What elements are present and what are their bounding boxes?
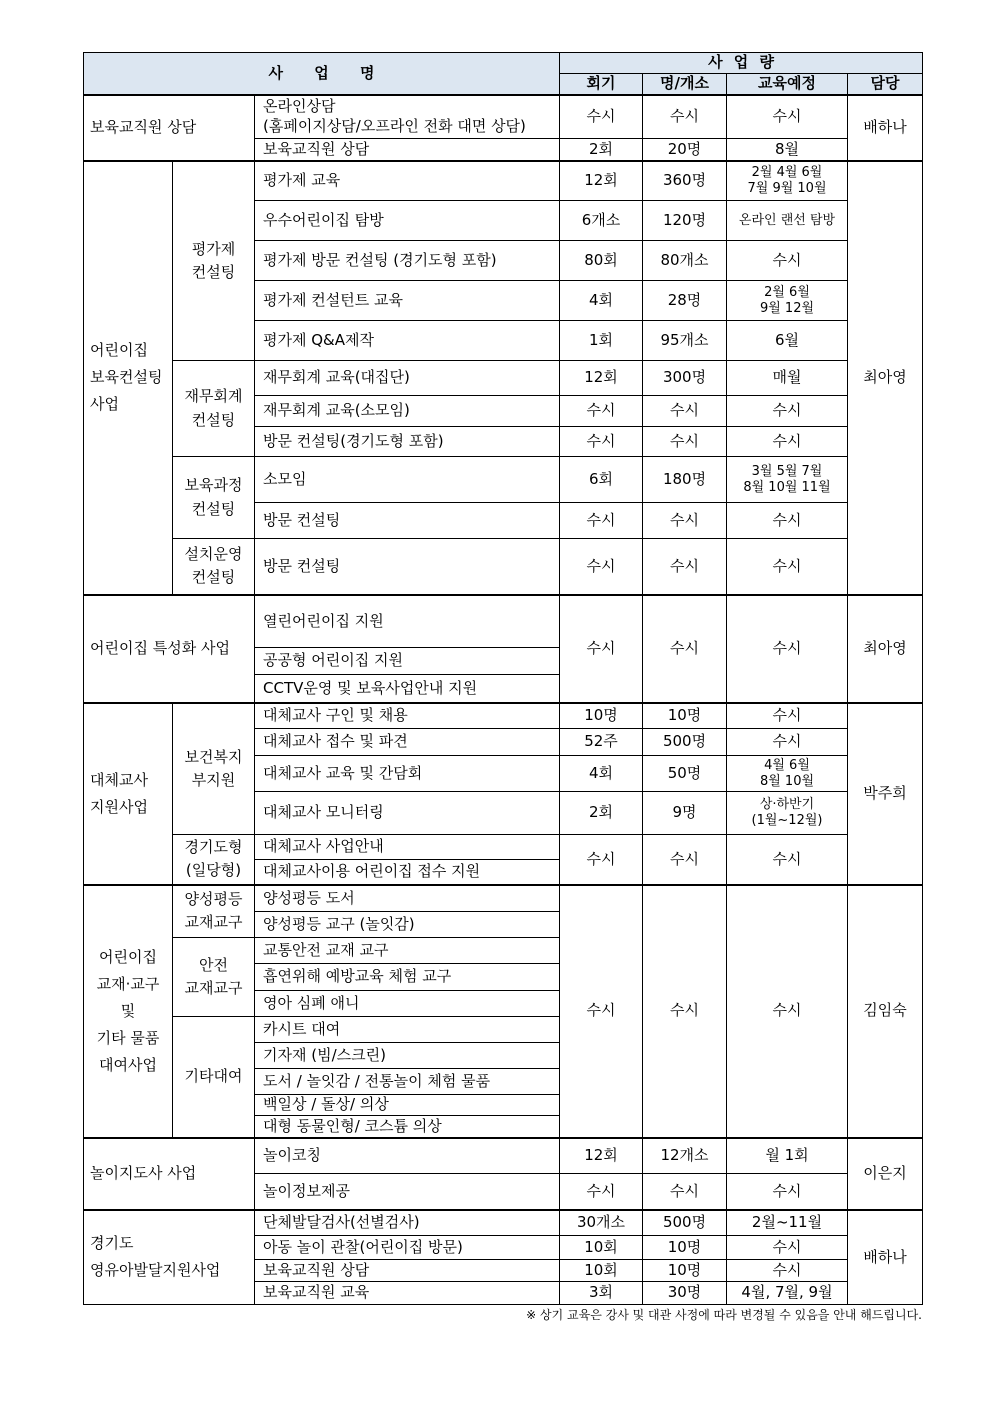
item-name: 재무회계 교육(대집단) — [255, 361, 560, 396]
section-name: 보육교직원 상담 — [84, 95, 255, 161]
item-name: 평가제 컨설턴트 교육 — [255, 281, 560, 321]
sessions-cell: 10명 — [560, 703, 643, 729]
table-body — [84, 95, 923, 1305]
count-cell: 500명 — [643, 729, 727, 756]
sessions-cell: 수시 — [560, 539, 643, 595]
table-row — [84, 595, 923, 648]
item-name: 교통안전 교재 교구 — [255, 938, 560, 964]
group-name: 보육과정 컨설팅 — [173, 457, 255, 539]
table-row — [84, 95, 923, 139]
count-cell: 360명 — [643, 161, 727, 201]
item-name: 우수어린이집 탐방 — [255, 201, 560, 241]
sessions-cell: 3회 — [560, 1282, 643, 1305]
item-name: 온라인상담 (홈페이지상담/오프라인 전화 대면 상담) — [255, 95, 560, 139]
sessions-cell: 수시 — [560, 885, 643, 1138]
sessions-cell: 수시 — [560, 1174, 643, 1210]
item-name: 보육교직원 상담 — [255, 139, 560, 161]
count-cell: 120명 — [643, 201, 727, 241]
schedule-cell: 수시 — [727, 729, 848, 756]
count-cell: 20명 — [643, 139, 727, 161]
section-name: 어린이집 교재·교구 및 기타 물품 대여사업 — [84, 885, 173, 1138]
item-name: 보육교직원 상담 — [255, 1260, 560, 1282]
manager-cell: 배하나 — [848, 95, 923, 161]
section-name: 놀이지도사 사업 — [84, 1138, 255, 1210]
count-cell: 수시 — [643, 95, 727, 139]
item-name: 열린어린이집 지원 — [255, 595, 560, 648]
item-name: 기자재 (빔/스크린) — [255, 1043, 560, 1069]
sessions-cell: 6회 — [560, 457, 643, 503]
count-cell: 30명 — [643, 1282, 727, 1305]
schedule-cell: 수시 — [727, 539, 848, 595]
count-cell: 10명 — [643, 703, 727, 729]
group-name: 재무회계 컨설팅 — [173, 361, 255, 457]
sessions-cell: 30개소 — [560, 1210, 643, 1236]
item-name: 방문 컨설팅(경기도형 포함) — [255, 427, 560, 457]
item-name: 방문 컨설팅 — [255, 539, 560, 595]
group-name: 양성평등 교재교구 — [173, 885, 255, 938]
table-row — [84, 161, 923, 201]
item-name: 공공형 어린이집 지원 — [255, 648, 560, 675]
section-name: 경기도 영유아발달지원사업 — [84, 1210, 255, 1305]
header-row — [84, 53, 923, 74]
count-cell: 300명 — [643, 361, 727, 396]
schedule-cell: 6월 — [727, 321, 848, 361]
group-name: 경기도형 (일당형) — [173, 835, 255, 885]
sessions-cell: 2회 — [560, 792, 643, 835]
item-name: 재무회계 교육(소모임) — [255, 396, 560, 427]
schedule-cell: 2월 6월 9월 12월 — [727, 281, 848, 321]
schedule-cell: 수시 — [727, 396, 848, 427]
table-row — [84, 361, 923, 396]
count-cell: 180명 — [643, 457, 727, 503]
count-cell: 수시 — [643, 396, 727, 427]
table-row — [84, 703, 923, 729]
sessions-cell: 12회 — [560, 161, 643, 201]
schedule-cell: 수시 — [727, 427, 848, 457]
count-cell: 10명 — [643, 1260, 727, 1282]
sessions-cell: 수시 — [560, 95, 643, 139]
sessions-cell: 수시 — [560, 427, 643, 457]
count-cell: 수시 — [643, 835, 727, 885]
schedule-cell: 상·하반기 (1월~12월) — [727, 792, 848, 835]
group-name: 보건복지 부지원 — [173, 703, 255, 835]
item-name: 대체교사 사업안내 — [255, 835, 560, 860]
sessions-cell: 수시 — [560, 835, 643, 885]
table-row — [84, 835, 923, 860]
manager-cell: 최아영 — [848, 595, 923, 703]
header-count: 명/개소 — [643, 74, 727, 95]
group-name: 안전 교재교구 — [173, 938, 255, 1017]
schedule-cell: 수시 — [727, 503, 848, 539]
sessions-cell: 1회 — [560, 321, 643, 361]
item-name: 대체교사 모니터링 — [255, 792, 560, 835]
header-schedule: 교육예정 — [727, 74, 848, 95]
sessions-cell: 4회 — [560, 756, 643, 792]
manager-cell: 이은지 — [848, 1138, 923, 1210]
header-sessions: 회기 — [560, 74, 643, 95]
count-cell: 수시 — [643, 427, 727, 457]
count-cell: 수시 — [643, 595, 727, 703]
item-name: 대체교사 교육 및 간담회 — [255, 756, 560, 792]
sessions-cell: 12회 — [560, 1138, 643, 1174]
schedule-cell: 수시 — [727, 885, 848, 1138]
schedule-cell: 매월 — [727, 361, 848, 396]
item-name: 방문 컨설팅 — [255, 503, 560, 539]
section-name: 대체교사 지원사업 — [84, 703, 173, 885]
table-row — [84, 1138, 923, 1174]
item-name: 대체교사이용 어린이집 접수 지원 — [255, 860, 560, 885]
schedule-cell: 2월 4월 6월 7월 9월 10월 — [727, 161, 848, 201]
schedule-cell: 수시 — [727, 1260, 848, 1282]
schedule-cell: 수시 — [727, 1174, 848, 1210]
schedule-cell: 수시 — [727, 835, 848, 885]
group-name: 설치운영 컨설팅 — [173, 539, 255, 595]
group-name: 평가제 컨설팅 — [173, 161, 255, 361]
sessions-cell: 수시 — [560, 595, 643, 703]
manager-cell: 박주희 — [848, 703, 923, 885]
count-cell: 수시 — [643, 539, 727, 595]
item-name: 아동 놀이 관찰(어린이집 방문) — [255, 1236, 560, 1260]
item-name: 영아 심폐 애니 — [255, 991, 560, 1017]
group-name: 기타대여 — [173, 1017, 255, 1138]
item-name: 놀이코칭 — [255, 1138, 560, 1174]
manager-cell: 배하나 — [848, 1210, 923, 1305]
sessions-cell: 4회 — [560, 281, 643, 321]
table-container — [83, 52, 922, 1324]
schedule-cell: 8월 — [727, 139, 848, 161]
item-name: 평가제 Q&A제작 — [255, 321, 560, 361]
item-name: 평가제 교육 — [255, 161, 560, 201]
sessions-cell: 6개소 — [560, 201, 643, 241]
sessions-cell: 2회 — [560, 139, 643, 161]
sessions-cell: 수시 — [560, 396, 643, 427]
item-name: 대체교사 접수 및 파견 — [255, 729, 560, 756]
count-cell: 수시 — [643, 885, 727, 1138]
count-cell: 10명 — [643, 1236, 727, 1260]
table-row — [84, 1210, 923, 1236]
header-business-volume: 사 업 량 — [560, 53, 923, 74]
count-cell: 28명 — [643, 281, 727, 321]
table-row — [84, 457, 923, 503]
count-cell: 수시 — [643, 503, 727, 539]
sessions-cell: 10회 — [560, 1260, 643, 1282]
item-name: 대체교사 구인 및 채용 — [255, 703, 560, 729]
item-name: 양성평등 도서 — [255, 885, 560, 912]
item-name: 양성평등 교구 (놀잇감) — [255, 912, 560, 938]
footnote: ※ 상기 교육은 강사 및 대관 사정에 따라 변경될 수 있음을 안내 해드립니다. — [526, 1308, 922, 1322]
item-name: 놀이정보제공 — [255, 1174, 560, 1210]
schedule-cell: 4월, 7월, 9월 — [727, 1282, 848, 1305]
schedule-cell: 3월 5월 7월 8월 10월 11월 — [727, 457, 848, 503]
sessions-cell: 80회 — [560, 241, 643, 281]
count-cell: 수시 — [643, 1174, 727, 1210]
schedule-cell: 온라인 랜선 탐방 — [727, 201, 848, 241]
table-row — [84, 885, 923, 912]
manager-cell: 최아영 — [848, 161, 923, 595]
item-name: 평가제 방문 컨설팅 (경기도형 포함) — [255, 241, 560, 281]
manager-cell: 김임숙 — [848, 885, 923, 1138]
schedule-cell: 4월 6월 8월 10월 — [727, 756, 848, 792]
schedule-cell: 월 1회 — [727, 1138, 848, 1174]
item-name: 백일상 / 돌상/ 의상 — [255, 1095, 560, 1116]
schedule-cell: 수시 — [727, 241, 848, 281]
schedule-cell: 수시 — [727, 595, 848, 703]
schedule-cell: 수시 — [727, 703, 848, 729]
count-cell: 80개소 — [643, 241, 727, 281]
item-name: 흡연위해 예방교육 체험 교구 — [255, 964, 560, 991]
sessions-cell: 10회 — [560, 1236, 643, 1260]
count-cell: 500명 — [643, 1210, 727, 1236]
item-name: 카시트 대여 — [255, 1017, 560, 1043]
item-name: 대형 동물인형/ 코스튬 의상 — [255, 1116, 560, 1138]
item-name: CCTV운영 및 보육사업안내 지원 — [255, 675, 560, 703]
schedule-cell: 수시 — [727, 95, 848, 139]
count-cell: 95개소 — [643, 321, 727, 361]
schedule-cell: 수시 — [727, 1236, 848, 1260]
count-cell: 50명 — [643, 756, 727, 792]
schedule-cell: 2월~11월 — [727, 1210, 848, 1236]
count-cell: 12개소 — [643, 1138, 727, 1174]
header-manager: 담당 — [848, 74, 923, 95]
item-name: 소모임 — [255, 457, 560, 503]
section-name: 어린이집 보육컨설팅 사업 — [84, 161, 173, 595]
item-name: 보육교직원 교육 — [255, 1282, 560, 1305]
sessions-cell: 52주 — [560, 729, 643, 756]
table-row — [84, 539, 923, 595]
item-name: 단체발달검사(선별검사) — [255, 1210, 560, 1236]
business-plan-table — [83, 52, 923, 1305]
section-name: 어린이집 특성화 사업 — [84, 595, 255, 703]
sessions-cell: 수시 — [560, 503, 643, 539]
sessions-cell: 12회 — [560, 361, 643, 396]
count-cell: 9명 — [643, 792, 727, 835]
item-name: 도서 / 놀잇감 / 전통놀이 체험 물품 — [255, 1069, 560, 1095]
header-business-name: 사 업 명 — [84, 53, 560, 95]
